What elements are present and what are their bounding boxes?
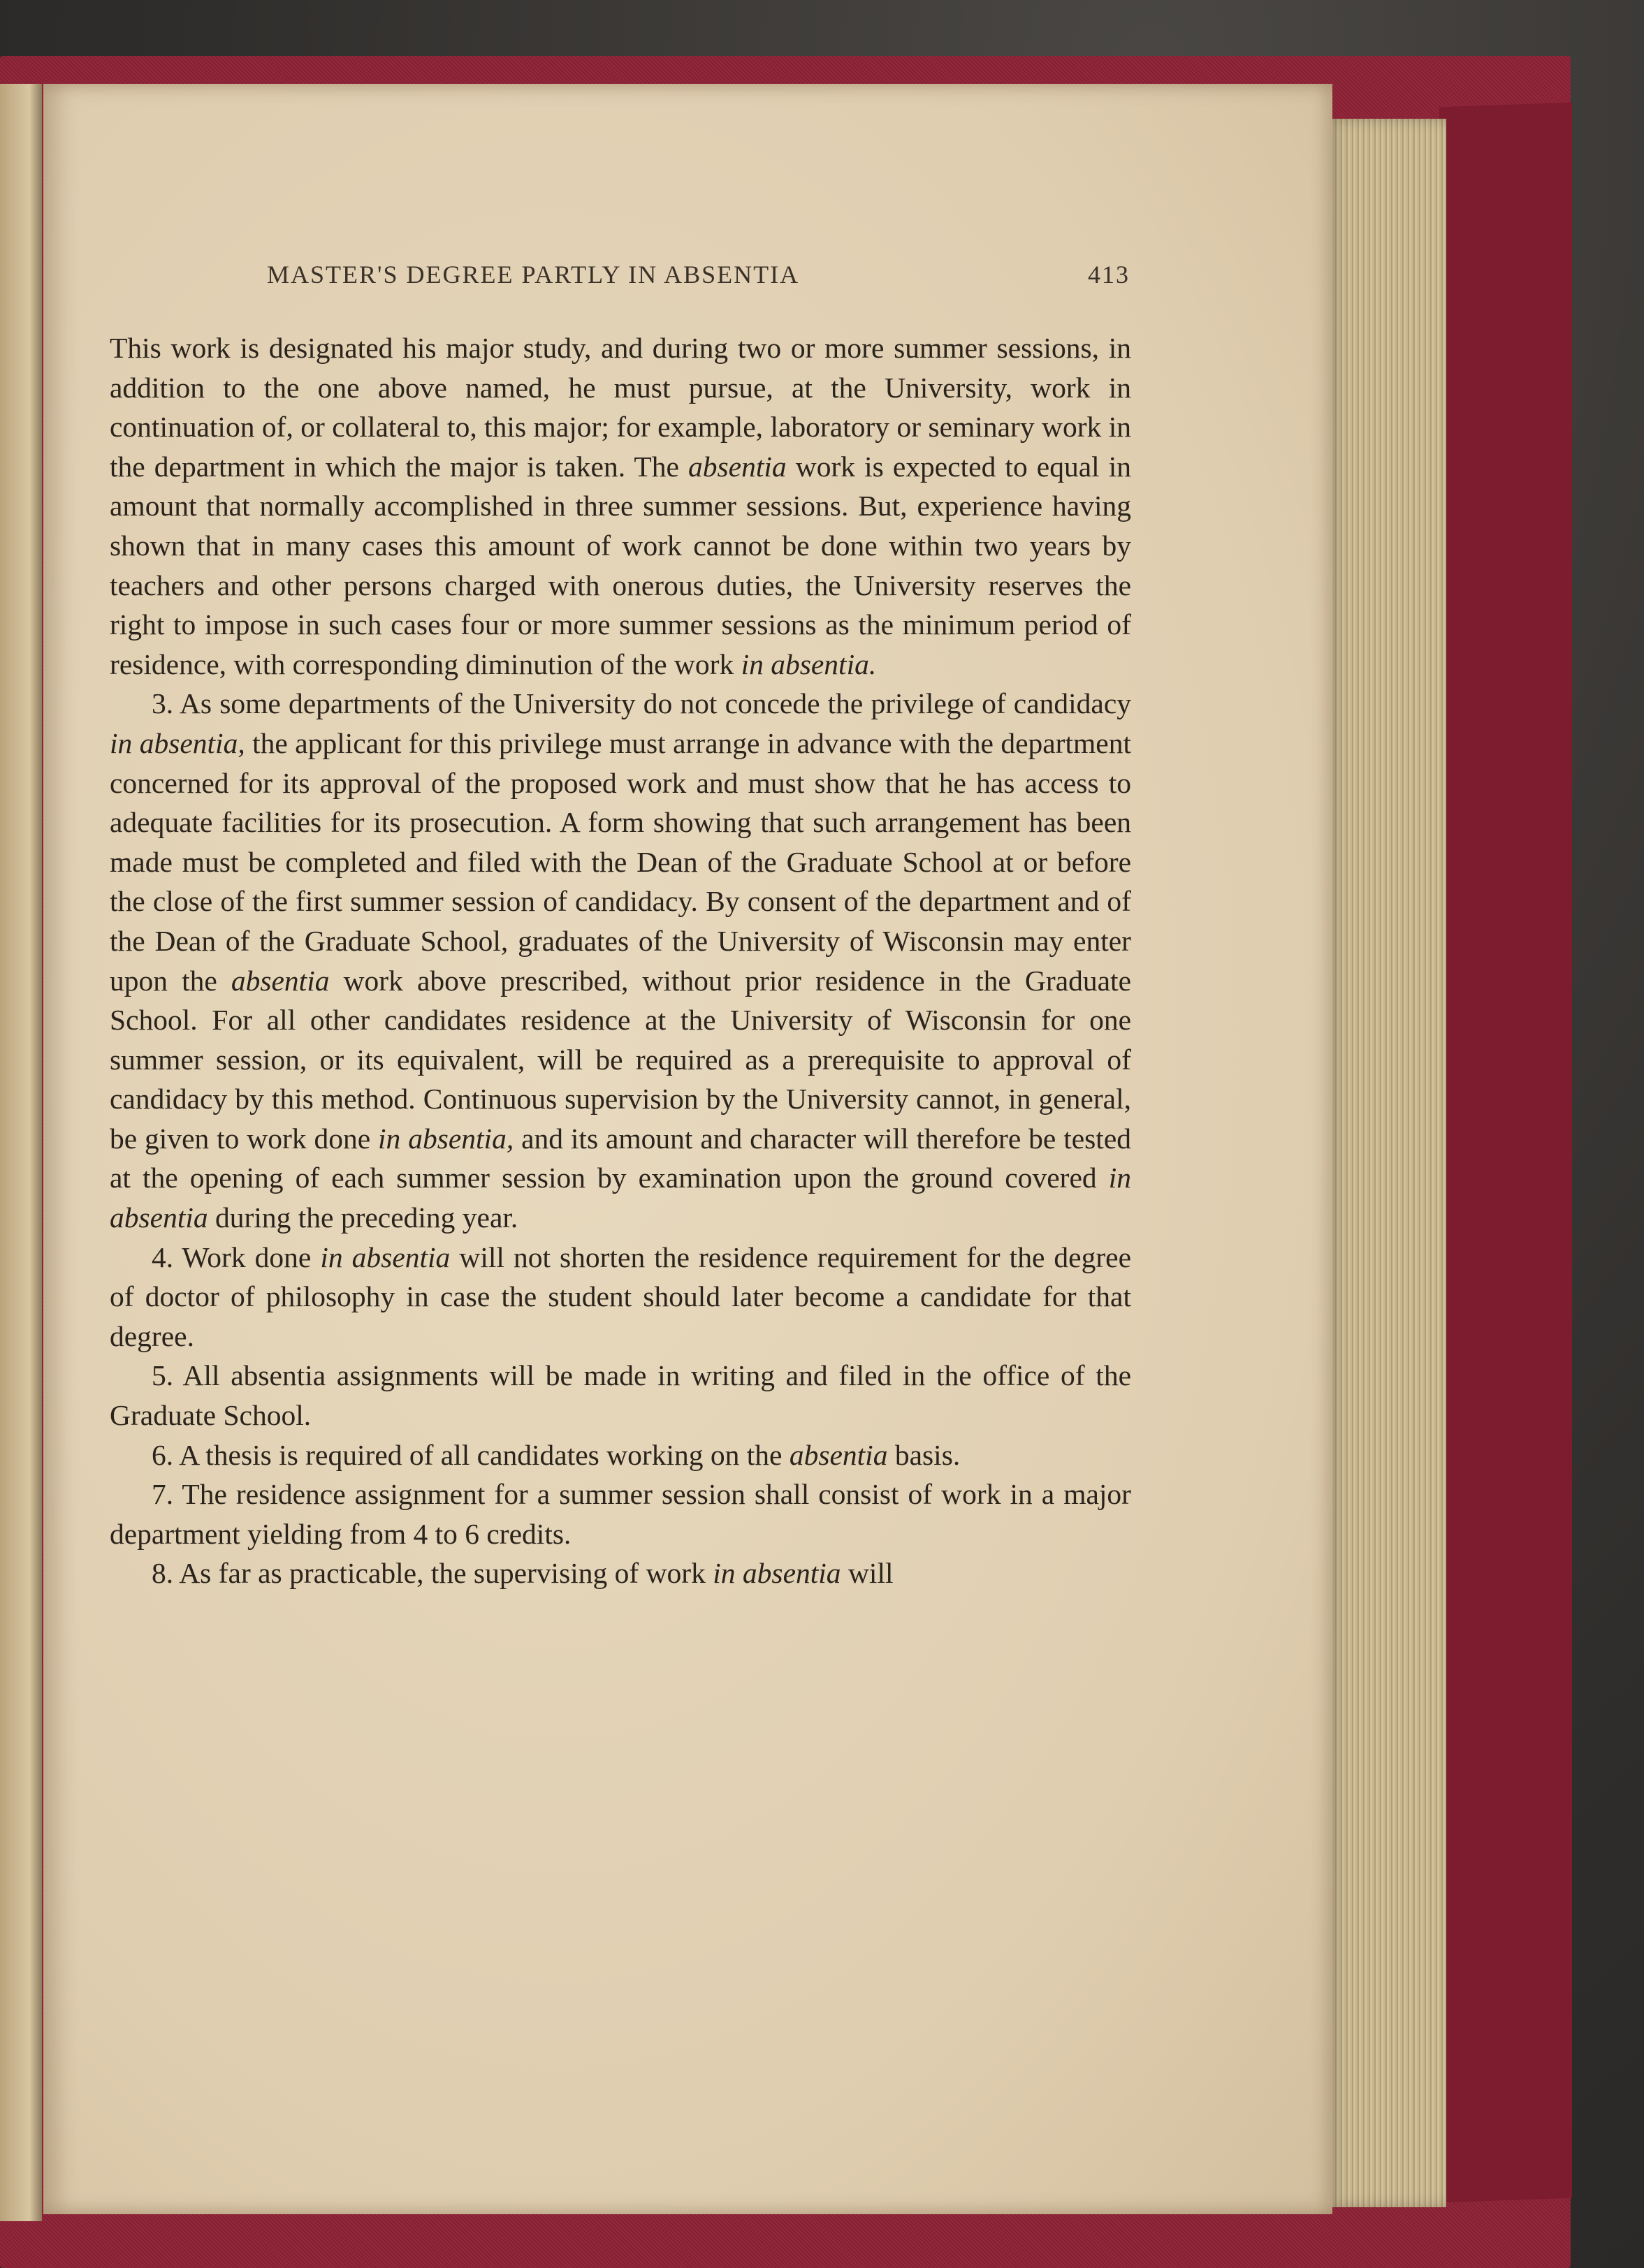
italic-text: in absentia, — [378, 1122, 514, 1155]
italic-text: in absentia. — [741, 648, 877, 680]
italic-text: absentia — [231, 964, 330, 997]
text-run: 8. As far as practicable, the supervising of work — [152, 1557, 713, 1590]
text-run: 4. Work done — [152, 1241, 321, 1273]
italic-text: in absentia — [110, 1162, 1131, 1234]
italic-text: absentia — [688, 450, 787, 483]
italic-text: in absentia — [320, 1241, 451, 1273]
text-run: This work is designated his major study, and during two or more summer sessions, in addition to the one above named, he must pursue, at the University, work in continuation of, or collateral to, this major; for example, laboratory or seminary work in the department in which the major is taken. The — [110, 332, 1131, 483]
book-cover-edge — [1439, 103, 1572, 2203]
paragraph — [110, 1475, 1131, 1553]
text-run: during the preceding year. — [208, 1201, 518, 1234]
paragraph — [110, 328, 1131, 684]
italic-text: in absentia — [713, 1557, 841, 1590]
text-run: will — [841, 1557, 894, 1590]
page-block-edge — [1327, 119, 1446, 2207]
page-header — [0, 260, 1644, 302]
page-number: 413 — [1088, 261, 1130, 288]
text-run: work above prescribed, without prior residence in the Graduate School. For all other candidates residence at the University of Wisconsin for one summer session, or its equivalent, will be required as a prerequisite to approval of candidacy by this method. Continuous supervision by the University cannot, in general, be given to work done — [110, 964, 1131, 1155]
italic-text: in absentia, — [110, 726, 245, 759]
paragraph — [110, 1435, 1131, 1475]
paragraph — [110, 1553, 1131, 1593]
text-run: basis. — [887, 1438, 961, 1471]
text-run: 7. The residence assignment for a summer session shall consist of work in a major department yielding from 4 to 6 credits. — [110, 1478, 1131, 1550]
paragraph — [110, 1238, 1131, 1356]
running-head: MASTER'S DEGREE PARTLY IN ABSENTIA — [267, 261, 800, 288]
text-run: 5. All absentia assignments will be made in writing and filed in the office of the Graduate School. — [110, 1359, 1131, 1432]
body-text — [110, 328, 1131, 1593]
left-page-edge — [0, 84, 42, 2221]
text-run: and its amount and character will therefore be tested at the opening of each summer session by examination upon the ground covered — [110, 1122, 1131, 1194]
text-run: 6. A thesis is required of all candidates working on the — [152, 1438, 790, 1471]
text-run: the applicant for this privilege must arrange in advance with the department concerned for its approval of the proposed work and must show that he has access to adequate facilities for its prosecution. A form showing that such arrangement has been made must be completed and filed with the Dean of the Graduate School at or before the close of the first summer session of candidacy. By consent of the department and of the Dean of the Graduate School, graduates of the University of Wisconsin may enter upon the — [110, 726, 1131, 997]
italic-text: absentia — [789, 1438, 888, 1471]
paragraph — [110, 684, 1131, 1237]
text-run: work is expected to equal in amount that normally accomplished in three summer sessions. But, experience having shown that in many cases this amount of work cannot be done within two years by teachers and other persons charged with onerous duties, the University reserves the right to impose in such cases four or more summer sessions as the minimum period of residence, with corresponding diminution of the work — [110, 450, 1132, 680]
text-run: will not shorten the residence requirement for the degree of doctor of philosophy in case the student should later become a candidate for that degree. — [110, 1241, 1131, 1352]
text-run: 3. As some departments of the University do not concede the privilege of candidacy — [152, 687, 1131, 720]
paragraph — [110, 1356, 1131, 1435]
